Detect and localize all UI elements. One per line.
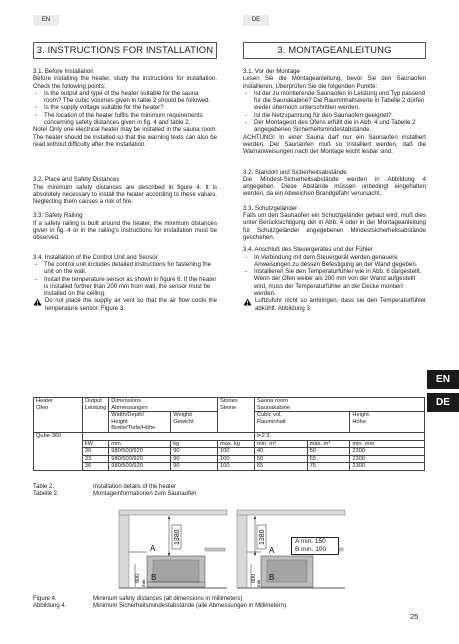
table-row: 33 980/500/920 90 100 50 65 2300 [34,455,425,463]
table-row: 36 980/500/920 90 100 65 75 2300 [34,463,425,471]
heading-3-4-de: 3.4. Anschluß des Steuergerätes und der Fühler [243,246,373,254]
list-item: - Installieren Sie den Temperaturfühler wie in Abb. 6 dargestellt. Wenn der Ofen weiter als 200 mm von der Wand aufgestellt wird, muss der Temperaturfühler an der Decke montiert werden. [243,268,426,297]
header-dimensions: Dimensions Abmessungen [109,398,218,412]
table-row-units: kW mm kg max. kg min. m³ max. m³ min. mm [34,440,425,448]
heading-3-3-en: 3.3. Safety Railing [33,212,83,220]
list-item: - Ist die Netzspannung für den Saunaofen geeignet? [243,112,426,119]
figure-caption-de: Abbildung 4. Minimum Sicherheitsmindestabstände (alle Abmessungen in Millimetern) [33,603,287,609]
heading-3-1-de: 3.1. Vor der Montage [243,68,300,75]
paragraph-3-3-de: Falls um den Saunaofen ein Schutzgeländer gebaut wird, muß dies unter Berücksichtigung der in Abb. 4 oder in der Montageanleitung für Schutzgeländer angegebenen Mindestsicherheitsabstände geschehen. [243,212,426,241]
heading-3-2-de: 3.2. Standort und Sicherheitsabstände [243,168,347,176]
install-list-de [243,254,426,298]
checklist-en [33,90,217,126]
installation-table [33,397,425,471]
warning-text-de: Luftzufuhr nicht so anbringen, dass sie den Temperaturfühler abkühlt. Abbildung 3. [255,297,426,312]
list-item: - Der Montageort des Ofens erfüllt die in Abb. 4 und Tabelle 2 angegebenen Sicherheitsmindestabstände. [243,119,426,134]
label-b: B [151,573,157,582]
legend-a: A min. 150 [295,538,326,545]
warning-triangle-icon [33,298,42,306]
heading-3-2-en: 3.2. Place and Safety Distances [33,176,120,184]
list-item: - Ist der zu montierende Saunaofen in Leistung und Typ passend für die Saunakabine? Die Rauminhaltswerte in Tabelle 2 dürfen weder übernoch unterschritten werden. [243,90,426,112]
figure-caption-en: Figure 4. Minimum safety distances (all dimensions in millimeters) [33,596,243,602]
stone-size: ⊳2.3. [254,432,424,440]
german-column [243,68,426,312]
header-height: Height Höhe [350,412,425,433]
dimension-label-min: min. [256,578,261,587]
list-item: - The control unit includes detailed instructions for fastening the unit on the wall. [33,261,217,276]
label-b: B [269,573,275,582]
list-item: - In Verbindung mit dem Steuergerät werden genauere Anweisungen zu dessen Befestigung an der Wand gegeben. [243,254,426,269]
dimension-label-800: 800 [251,573,257,583]
paragraph-3-1-intro-en: Before installing the heater, study the instructions for installation. Check the following points: [33,75,217,90]
header-stones: Stones Steine [218,398,255,433]
header-weight: Weight/ Gewicht [171,412,218,433]
warning-de [243,297,426,312]
table-row: 30 980/500/920 90 100 40 50 2300 [34,448,425,456]
paragraph-3-1-intro-de: Lesen Sie die Montageanleitung, bevor Sie den Saunaofen installieren. Überprüfen Sie die folgenden Punkte: [243,75,426,90]
distance-legend [291,537,339,555]
language-tab-de: DE [243,15,269,26]
header-heater: Heater Ofen [34,398,83,433]
table-row [34,432,425,440]
warning-text-en: Do not place the supply air vent so that the air flow cools the temperature sensor. Figure 3. [45,297,217,312]
table-header-row [34,398,425,412]
legend-b: B min. 100 [295,546,327,553]
dimension-label-min: min. [141,578,146,587]
header-cubic-volume: Cubic vol. Rauminhalt [254,412,350,433]
list-item: - The location of the heater fulfils the minimum requirements concerning safety distances given in fig. 4 and table 2. [33,112,217,127]
warning-en [33,297,217,312]
heading-3-3-de: 3.3. Schutzgeländer [243,204,298,212]
heading-3-1-en: 3.1. Before Installation [33,68,94,75]
model-name: Qube-360 [34,432,83,470]
table-caption-de: Tabelle 2. Montageinformationen zum Saunaofen [33,491,197,497]
section-title-en: 3. INSTRUCTIONS FOR INSTALLATION [33,42,217,59]
dimension-label-800: 800 [135,573,141,583]
side-tab-de: DE [427,393,459,412]
paragraph-3-2-de: Die Mindest-Sicherheitsabstände werden in Abbildung 4 angegeben. Diese Abstände müssen unbedingt eingehalten werden, da ein Abweichen Brandgefahr verursacht. [243,175,426,198]
section-title-de: 3. MONTAGEANLEITUNG [243,42,426,59]
header-sauna-room: Sauna room Saunakabine [254,398,424,412]
list-item: - Install the temperature sensor as shown in figure 6. If the heater is installed further than 200 mm from wall, the sensor must be installed on the ceiling. [33,276,217,298]
heading-3-4-en: 3.4. Installation of the Control Unit and Sensor [33,253,158,261]
safety-distance-drawing-1 [113,508,231,592]
label-a: A [269,546,275,555]
paragraph-3-1-note-de: ACHTUNG! In einer Sauna darf nur ein Saunaofen installiert werden. Der Saunaofen muß so installiert werden, daß die Warnanweisungen nach der Montage leicht lesbar sind. [243,133,426,156]
dimension-label-1380: 1380 [174,529,181,545]
page-number: 25 [410,612,419,621]
header-output: Output Leistung [82,398,109,433]
paragraph-3-2-en: The minimum safety distances are described in figure 4. It is absolutely necessary to install the heater according to these values. Neglecting them causes a risk of fire. [33,183,217,206]
language-tab-en: EN [33,15,59,26]
label-a: A [150,544,156,553]
list-item: - Is the output and type of the heater suitable for the sauna room? The cubic volumes given in table 2 should be followed. [33,90,217,105]
english-column [33,68,217,312]
side-tab-en: EN [427,370,459,389]
paragraph-3-3-en: If a safety railing is built around the heater, the minimum distances given in fig. 4 or in the railing's instructions for installation must be observed. [33,219,217,242]
table-caption-en: Table 2. Installation details of the heater [33,484,177,490]
checklist-de [243,90,426,134]
list-item: - Is the supply voltage suitable for the heater? [33,104,217,111]
warning-triangle-icon [243,298,252,306]
header-whd: Width/Depth/ Height Breite/Tiefe/Höhe [109,412,171,433]
install-list-en [33,261,217,297]
paragraph-3-1-note-en: Note! Only one electrical heater may be installed in the sauna room. The heater should be installed so that the warning texts can also be read without difficulty after the installation. [33,126,217,148]
dimension-label-1380: 1380 [259,529,266,545]
